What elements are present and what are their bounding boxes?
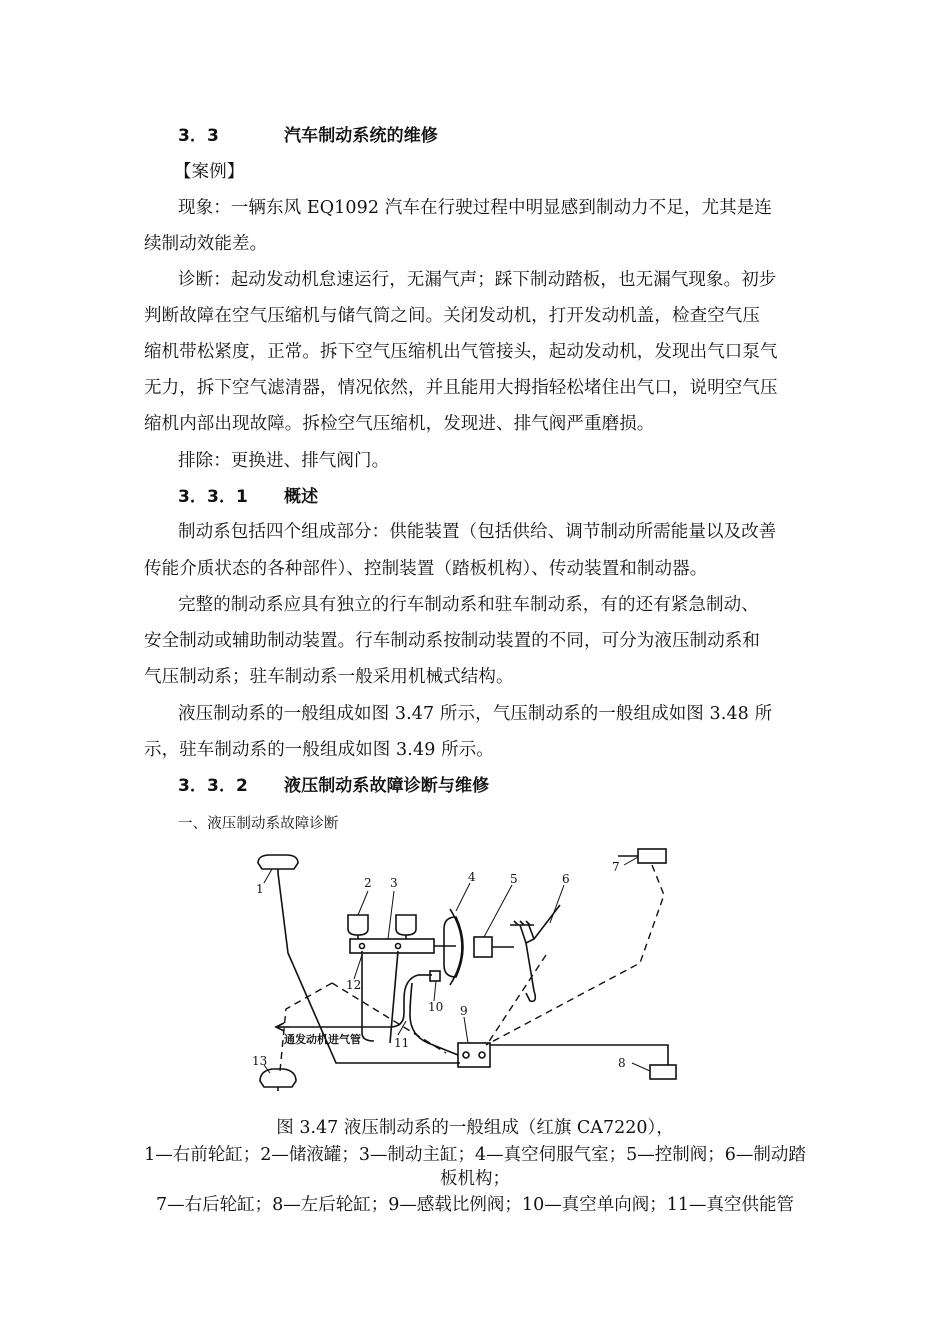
wheel-cylinder-7-shape (638, 849, 666, 863)
part-label-9: 9 (460, 1004, 468, 1018)
vacuum-check-valve-shape (430, 971, 440, 981)
figure-caption-line-2: 1—右前轮缸；2—储液罐；3—制动主缸；4—真空伺服气室；5—控制阀；6—制动踏 (144, 1145, 806, 1165)
overview-p2-line-3: 气压制动系；驻车制动系一般采用机械式结构。 (144, 667, 514, 687)
subsection-number-2: 3．3．2 (178, 776, 248, 796)
wheel-cylinder-1-shape (258, 855, 298, 869)
wheel-cylinder-13-shape (260, 1069, 296, 1087)
wheel-cylinder-8-shape (650, 1065, 676, 1079)
intake-annotation: 通发动机进气管 (284, 1033, 361, 1046)
overview-p3-line-2: 示，驻车制动系的一般组成如图 3.49 所示。 (144, 740, 494, 760)
control-valve-shape (474, 937, 492, 957)
part-label-3: 3 (390, 876, 398, 890)
dashed-line-rear (486, 865, 664, 1045)
pedal-lever-shape (520, 923, 534, 943)
overview-p2-line-2: 安全制动或辅助制动装置。行车制动系按制动装置的不同，可分为液压制动系和 (144, 631, 760, 651)
removal-text: 排除：更换进、排气阀门。 (178, 451, 390, 471)
subsection-heading-1 (178, 485, 843, 509)
overview-p3-line-1: 液压制动系的一般组成如图 3.47 所示，气压制动系的一般组成如图 3.48 所 (178, 704, 773, 724)
section-number: 3．3 (178, 126, 219, 146)
brake-system-diagram (238, 843, 688, 1106)
part-label-4: 4 (468, 870, 476, 884)
section-title: 汽车制动系统的维修 (284, 126, 438, 146)
overview-p1-line-2: 传能介质状态的各种部件）、控制装置（踏板机构）、传动装置和制动器。 (144, 559, 708, 579)
figure-caption-line-4: 7—右后轮缸；8—左后轮缸；9—感载比例阀；10—真空单向阀；11—真空供能管 (156, 1195, 794, 1215)
part-label-10: 10 (428, 1000, 444, 1014)
reservoir-2-shape (348, 915, 368, 935)
diagnosis-line-4: 无力，拆下空气滤清器，情况依然，并且能用大拇指轻松堵住出气口，说明空气压 (144, 378, 778, 398)
part-label-11: 11 (394, 1036, 410, 1050)
overview-p2-line-1: 完整的制动系应具有独立的行车制动系和驻车制动系，有的还有紧急制动、 (178, 595, 759, 615)
figure-caption-title: 图 3.47 液压制动系的一般组成（红旗 CA7220）， (276, 1118, 674, 1138)
part-label-7: 7 (612, 860, 620, 874)
part-label-2: 2 (364, 876, 372, 890)
overview-p1-line-1: 制动系包括四个组成部分：供能装置（包括供给、调节制动所需能量以及改善 (178, 522, 777, 542)
subsection-title-1: 概述 (284, 487, 319, 507)
diagnosis-line-2: 判断故障在空气压缩机与储气筒之间。关闭发动机，打开发动机盖，检查空气压 (144, 306, 760, 326)
brake-system-figure (238, 843, 688, 1106)
subsection-heading-2 (178, 774, 843, 798)
part-label-6: 6 (562, 872, 570, 886)
diagnosis-line-5: 缩机内部出现故障。拆检空气压缩机，发现进、排气阀严重磨损。 (144, 414, 655, 434)
section-heading (178, 124, 843, 148)
part-label-13: 13 (252, 1054, 268, 1068)
subsection-number-1: 3．3．1 (178, 487, 248, 507)
figure-caption-line-3: 板机构； (440, 1169, 510, 1189)
part-label-8: 8 (618, 1056, 626, 1070)
part-label-12: 12 (346, 978, 362, 992)
master-cylinder-shape (350, 939, 434, 953)
diagnosis-line-3: 缩机带松紧度，正常。拆下空气压缩机出气管接头，起动发动机，发现出气口泵气 (144, 342, 778, 362)
case-label: 【案例】 (174, 162, 245, 182)
brake-line-rear-left (490, 1045, 668, 1065)
phenomenon-line-2: 续制动效能差。 (144, 234, 268, 254)
part-label-1: 1 (256, 882, 264, 896)
item-heading-1: 一、液压制动系故障诊断 (178, 816, 339, 832)
part-label-5: 5 (510, 872, 518, 886)
reservoir-2b-shape (396, 915, 416, 935)
phenomenon-line-1: 现象：一辆东风 EQ1092 汽车在行驶过程中明显感到制动力不足，尤其是连 (178, 198, 772, 218)
diagnosis-line-1: 诊断：起动发动机怠速运行，无漏气声；踩下制动踏板，也无漏气现象。初步 (178, 270, 777, 290)
subsection-title-2: 液压制动系故障诊断与维修 (284, 776, 490, 796)
